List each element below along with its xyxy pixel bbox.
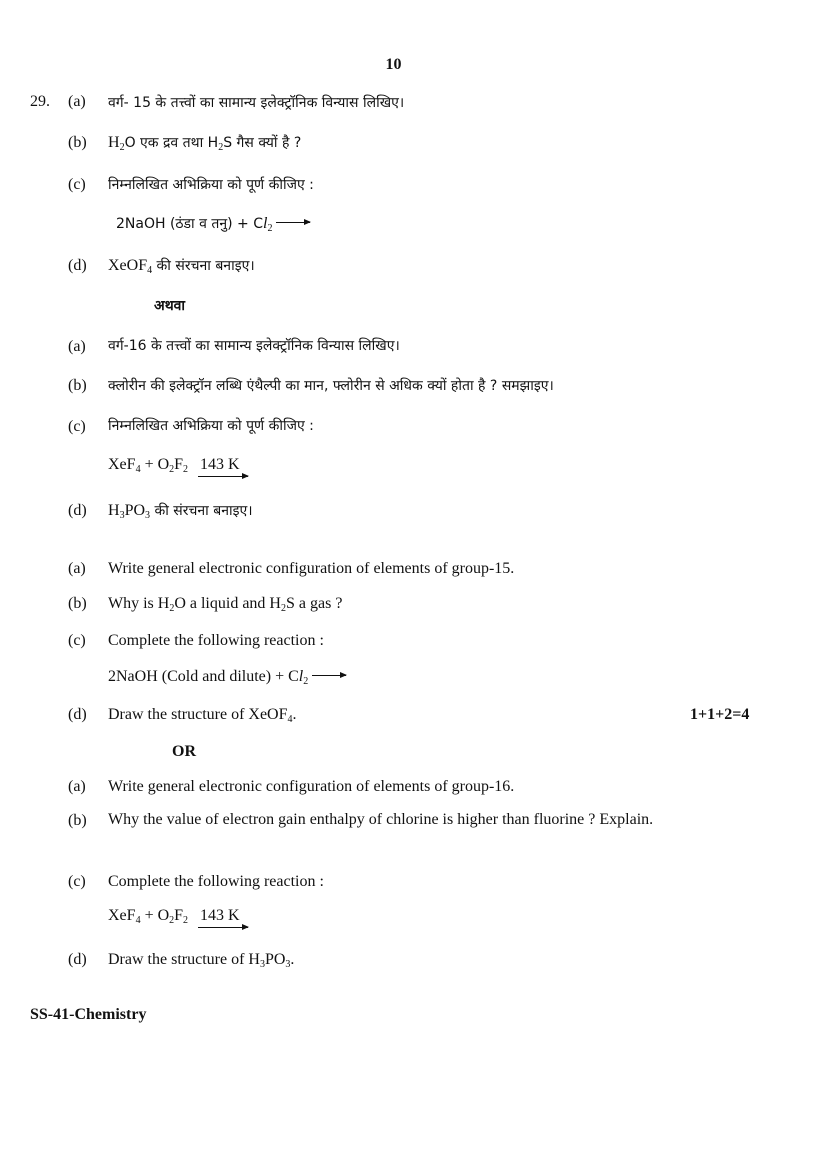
- hi-d2-text: [108, 501, 253, 520]
- hi-c-label: (c): [68, 176, 86, 193]
- hi-c2-reaction: [108, 456, 240, 474]
- en-a-label: (a): [68, 560, 86, 577]
- hi-c-reaction-pre: 2NaOH (ठंडा व तनु) + C: [116, 216, 263, 232]
- hi-c2-reaction-condition: [200, 456, 240, 474]
- en-c2-reaction-sub3: 2: [183, 915, 189, 926]
- en-c2-reaction-mid: + O: [140, 907, 170, 924]
- en-c2-reaction: [108, 907, 240, 925]
- reaction-arrow-icon: [276, 222, 310, 223]
- en-d2-text: [108, 951, 294, 969]
- hi-c2-reaction-sub1: 4: [135, 464, 141, 475]
- en-c2-reaction-condition: [200, 907, 240, 925]
- en-c-reaction-italic: l: [298, 668, 304, 685]
- en-d-label: (d): [68, 706, 87, 723]
- en-d-text: [108, 706, 297, 724]
- hi-c2-reaction-cond-text: 143 K: [200, 456, 240, 473]
- en-c-text: Complete the following reaction :: [108, 632, 324, 649]
- en-a2-label: (a): [68, 778, 86, 795]
- en-b-label: (b): [68, 595, 87, 612]
- reaction-arrow-icon: [198, 927, 248, 928]
- en-b-mid: O a liquid and H: [174, 595, 281, 612]
- hi-d2-pre: H: [108, 502, 120, 519]
- en-b-sub2: 2: [280, 603, 286, 614]
- en-c-reaction: [108, 668, 346, 686]
- reaction-arrow-icon: [198, 476, 248, 477]
- hi-b2-text: क्लोरीन की इलेक्ट्रॉन लब्धि एंथैल्पी का मान, फ्लोरीन से अधिक क्यों होता है ? समझाइए।: [108, 378, 554, 394]
- hi-d-label: (d): [68, 257, 87, 274]
- en-c2-reaction-mid2: F: [174, 907, 184, 924]
- en-b-sub1: 2: [169, 603, 175, 614]
- en-d2-sub2: 3: [285, 959, 291, 970]
- hi-a-text: वर्ग- 15 के तत्त्वों का सामान्य इलेक्ट्रॉनिक विन्यास लिखिए।: [108, 95, 405, 111]
- hi-d2-sub1: 3: [119, 510, 125, 521]
- en-c2-reaction-sub2: 2: [169, 915, 175, 926]
- en-d2-label: (d): [68, 951, 87, 968]
- en-d2-sub1: 3: [259, 959, 265, 970]
- en-c2-label: (c): [68, 873, 86, 890]
- en-a2-text: Write general electronic configuration of elements of group-16.: [108, 778, 515, 795]
- reaction-arrow-icon: [312, 675, 346, 676]
- hi-or-label: अथवा: [154, 298, 186, 314]
- hi-c2-reaction-mid2: F: [174, 456, 184, 473]
- hi-b-text: [108, 133, 301, 152]
- hi-a2-text: वर्ग-16 के तत्त्वों का सामान्य इलेक्ट्रॉनिक विन्यास लिखिए।: [108, 338, 400, 354]
- en-c-reaction-sub: 2: [303, 676, 309, 687]
- hi-c2-text: निम्नलिखित अभिक्रिया को पूर्ण कीजिए :: [108, 418, 314, 434]
- hi-b-pre: H: [108, 134, 120, 151]
- en-b2-label: (b): [68, 812, 87, 829]
- en-a-text: Write general electronic configuration of elements of group-15.: [108, 560, 515, 577]
- hi-c-reaction: [116, 214, 310, 233]
- en-d-post: .: [292, 706, 297, 723]
- en-c2-reaction-sub1: 4: [135, 915, 141, 926]
- hi-c2-reaction-sub3: 2: [183, 464, 189, 475]
- hi-d2-sub2: 3: [145, 510, 151, 521]
- hi-c-reaction-sub: 2: [267, 223, 273, 234]
- hi-c2-label: (c): [68, 418, 86, 435]
- hi-d2-label: (d): [68, 502, 87, 519]
- hi-b-mid: O एक द्रव तथा H: [124, 135, 219, 151]
- hi-c-reaction-italic: l: [262, 215, 268, 232]
- en-b-post: S a gas ?: [285, 595, 343, 612]
- hi-d-text: [108, 256, 255, 275]
- en-c2-reaction-cond-text: 143 K: [200, 907, 240, 924]
- en-c2-text: Complete the following reaction :: [108, 873, 324, 890]
- en-b-text: [108, 595, 342, 613]
- en-d2-pre: Draw the structure of H: [108, 951, 260, 968]
- marks-distribution: 1+1+2=4: [690, 706, 750, 723]
- en-c-reaction-pre: 2NaOH (Cold and dilute) + C: [108, 668, 299, 685]
- hi-b-sub1: 2: [119, 142, 125, 153]
- hi-d-pre: XeOF: [108, 257, 148, 274]
- en-c-label: (c): [68, 632, 86, 649]
- hi-d-sub: 4: [147, 265, 153, 276]
- hi-d-post: की संरचना बनाइए।: [152, 258, 255, 274]
- hi-b-label: (b): [68, 134, 87, 151]
- page-number: 10: [385, 56, 402, 73]
- hi-c2-reaction-sub2: 2: [169, 464, 175, 475]
- en-b-pre: Why is H: [108, 595, 170, 612]
- en-b2-text: Why the value of electron gain enthalpy of chlorine is higher than fluorine ? Explain.: [108, 811, 654, 828]
- hi-b-post: S गैस क्यों है ?: [223, 135, 302, 151]
- hi-c2-reaction-pre: XeF: [108, 456, 136, 473]
- en-d-pre: Draw the structure of XeOF: [108, 706, 288, 723]
- en-or-label: OR: [172, 743, 196, 760]
- en-d2-mid: PO: [264, 951, 286, 968]
- hi-b2-label: (b): [68, 377, 87, 394]
- hi-a2-label: (a): [68, 338, 86, 355]
- en-d2-post: .: [290, 951, 295, 968]
- hi-a-label: (a): [68, 93, 86, 110]
- hi-c-text: निम्नलिखित अभिक्रिया को पूर्ण कीजिए :: [108, 177, 314, 193]
- question-number: 29.: [30, 93, 50, 110]
- footer-paper-code: SS-41-Chemistry: [30, 1006, 147, 1023]
- en-d-sub: 4: [287, 714, 293, 725]
- en-c2-reaction-pre: XeF: [108, 907, 136, 924]
- hi-c2-reaction-mid: + O: [140, 456, 170, 473]
- hi-d2-mid: PO: [124, 502, 146, 519]
- hi-d2-post: की संरचना बनाइए।: [150, 503, 253, 519]
- hi-b-sub2: 2: [218, 142, 224, 153]
